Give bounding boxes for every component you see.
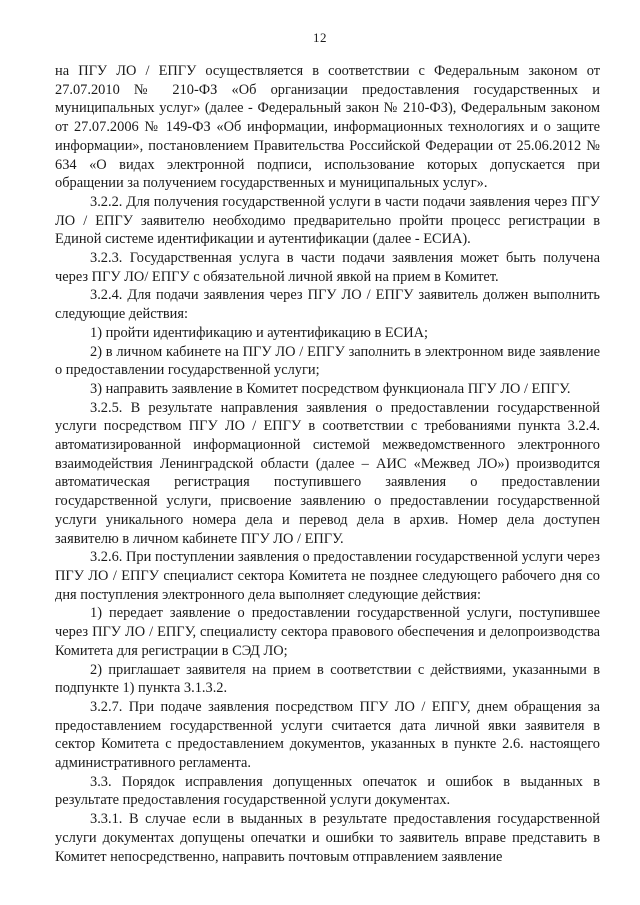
paragraph-3-3: 3.3. Порядок исправления допущенных опечаток и ошибок в выданных в результате предоставления государственной услуги документах. [55, 773, 600, 809]
page-number: 12 [313, 30, 327, 45]
paragraph-3-2-2: 3.2.2. Для получения государственной услуги в части подачи заявления через ПГУ ЛО / ЕПГУ заявителю необходимо предварительно пройти процесс регистрации в Единой системе идентификации и аутентификации (далее - ЕСИА). [55, 193, 600, 248]
paragraph-3-3-1: 3.3.1. В случае если в выданных в результате предоставления государственной услуги документах допущены опечатки и ошибки то заявитель вправе представить в Комитет непосредственно, направить почтовым отправлением заявление [55, 811, 600, 865]
list-item-3-2-4-1: 1) пройти идентификацию и аутентификацию в ЕСИА; [90, 324, 429, 341]
paragraph-3-2-4: 3.2.4. Для подачи заявления через ПГУ ЛО / ЕПГУ заявитель должен выполнить следующие действия: [55, 287, 600, 323]
list-item-3-2-4-2: 2) в личном кабинете на ПГУ ЛО / ЕПГУ заполнить в электронном виде заявление о предоставлении государственной услуги; [55, 343, 600, 379]
list-item-3-2-4-3: 3) направить заявление в Комитет посредством функционала ПГУ ЛО / ЕПГУ. [90, 380, 571, 397]
list-item-3-2-6-2: 2) приглашает заявителя на прием в соответствии с действиями, указанными в подпункте 1) пункта 3.1.3.2. [55, 661, 600, 697]
paragraph-3-2-3: 3.2.3. Государственная услуга в части подачи заявления может быть получена через ПГУ ЛО/ ЕПГУ с обязательной личной явкой на прием в Комитет. [55, 250, 600, 285]
paragraph-3-2-7: 3.2.7. При подаче заявления посредством ПГУ ЛО / ЕПГУ, днем обращения за предоставлением государственной услуги считается дата личной явки заявителя в сектор Комитета с предоставлением документов, указанных в пункте 2.6. настоящего административного регламента. [55, 698, 600, 772]
document-body [55, 62, 600, 866]
paragraph-3-2-5: 3.2.5. В результате направления заявления о предоставлении государственной услуги посредством ПГУ ЛО / ЕПГУ в соответствии с требованиями пункта 3.2.4. автоматизированной информационной системой межведомственного электронного взаимодействия Ленинградской области (далее – АИС «Межвед ЛО») производится автоматическая регистрация поступившего заявления о предоставлении государственной услуги, присвоение заявлению о предоставлении государственной услуги уникального номера дела и перевод дела в архив. Номер дела доступен заявителю в личном кабинете ПГУ ЛО / ЕПГУ. [55, 399, 600, 547]
list-item-3-2-6-1: 1) передает заявление о предоставлении государственной услуги, поступившее через ПГУ ЛО / ЕПГУ, специалисту сектора правового обеспечения и делопроизводства Комитета для регистрации в СЭД ЛО; [55, 605, 600, 659]
paragraph-intro-continuation: на ПГУ ЛО / ЕПГУ осуществляется в соответствии с Федеральным законом от 27.07.2010 № 210-ФЗ «Об организации предоставления государственных и муниципальных услуг» (далее - Федеральный закон № 210-ФЗ), Федеральным законом от 27.07.2006 № 149-ФЗ «Об информации, информационных технологиях и о защите информации», постановлением Правительства Российской Федерации от 25.06.2012 № 634 «О видах электронной подписи, использование которых допускается при обращении за получением государственных и муниципальных услуг». [55, 63, 600, 192]
paragraph-3-2-6: 3.2.6. При поступлении заявления о предоставлении государственной услуги через ПГУ ЛО / ЕПГУ специалист сектора Комитета не позднее следующего рабочего дня со дня поступления электронного дела выполняет следующие действия: [55, 549, 600, 603]
